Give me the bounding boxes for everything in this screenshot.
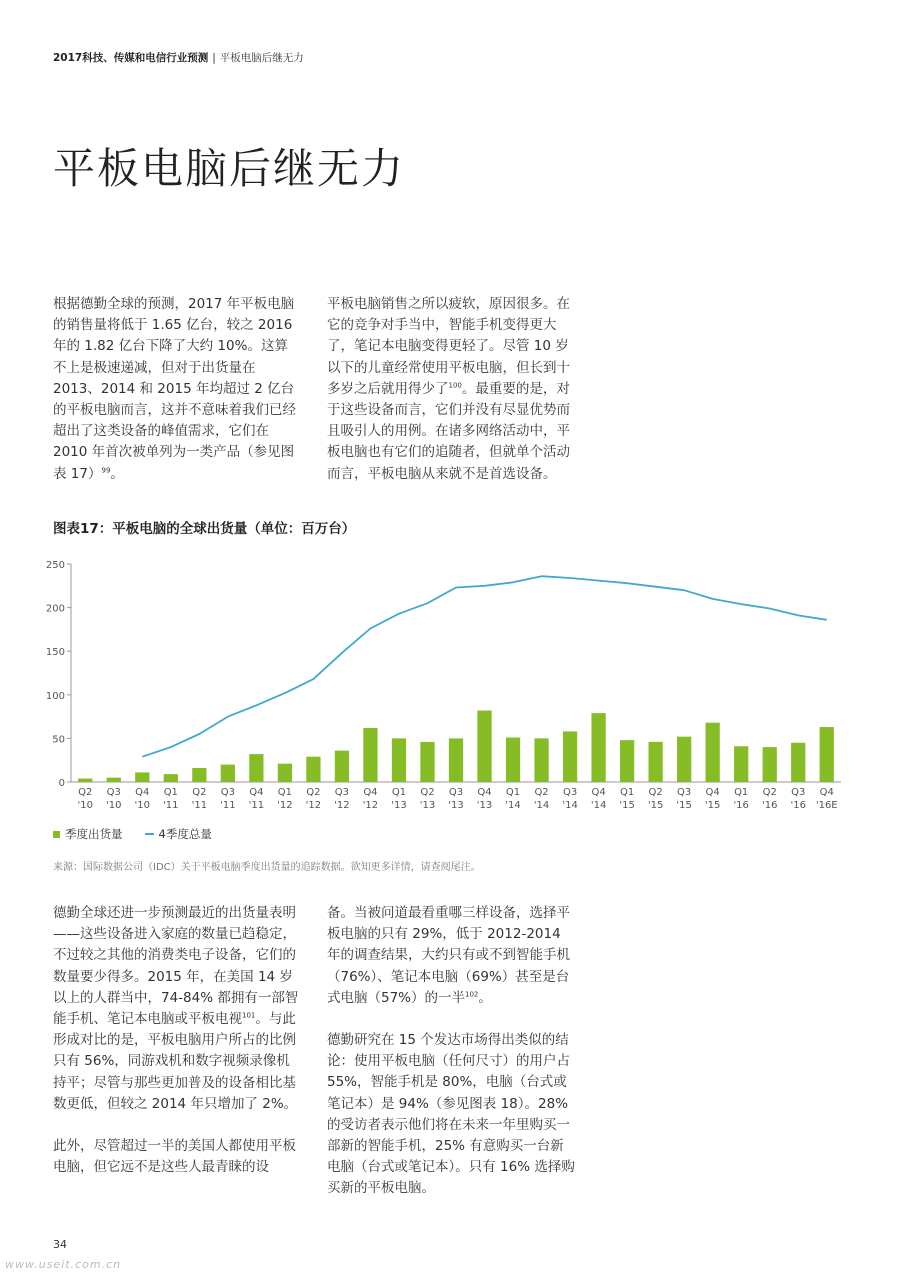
bar-5 <box>221 765 235 782</box>
bar-18 <box>591 713 605 782</box>
bar-2 <box>135 772 149 782</box>
x-tick-label-year: '16E <box>815 800 838 811</box>
x-tick-label-quarter: Q1 <box>391 787 407 798</box>
body-paragraph-2: 此外，尽管超过一半的美国人都使用平板电脑，但它远不是这些人最青睐的设 <box>53 1138 296 1176</box>
x-tick-label-year: '13 <box>476 800 493 811</box>
bar-21 <box>677 737 691 782</box>
header-separator: | <box>212 52 216 64</box>
x-tick-label-quarter: Q4 <box>135 787 150 798</box>
body-column-left <box>53 903 301 1178</box>
x-tick-label-quarter: Q3 <box>448 787 464 798</box>
bar-9 <box>335 751 349 782</box>
x-tick-label-quarter: Q3 <box>220 787 235 798</box>
x-tick-label-quarter: Q1 <box>505 787 521 798</box>
bar-16 <box>534 738 548 782</box>
chart-title: 图表17：平板电脑的全球出货量（单位：百万台） <box>53 521 356 537</box>
page-number: 34 <box>53 1238 67 1251</box>
x-tick-label-quarter: Q3 <box>334 787 350 798</box>
x-tick-label-quarter: Q1 <box>163 787 178 798</box>
x-tick-label-year: '14 <box>505 800 521 811</box>
x-tick-label-year: '14 <box>533 800 550 811</box>
body-paragraph-4: 德勤研究在 15 个发达市场得出类似的结论：使用平板电脑（任何尺寸）的用户占 55%，智能手机是 80%，电脑（台式或笔记本）是 94%（参见图表 18）。28% 的受访者表示他们将在未来一年里购买一部新的智能手机，25% 有意购买一台新电脑（台式或笔记本）。只有 16% 选择购买新的平板电脑。 <box>327 1032 575 1197</box>
x-tick-label-year: '13 <box>419 800 436 811</box>
x-tick-label-year: '11 <box>163 800 179 811</box>
running-header <box>53 50 304 65</box>
bar-17 <box>563 731 577 782</box>
bar-0 <box>78 779 92 782</box>
x-tick-label-quarter: Q2 <box>420 787 435 798</box>
x-tick-label-year: '16 <box>733 800 749 811</box>
x-tick-label-year: '16 <box>790 800 806 811</box>
bar-23 <box>734 746 748 782</box>
x-tick-label-year: '15 <box>619 800 635 811</box>
y-tick-label: 100 <box>45 690 65 702</box>
y-tick-label: 150 <box>45 647 65 659</box>
x-tick-label-year: '11 <box>220 800 236 811</box>
x-tick-label-year: '13 <box>391 800 407 811</box>
body-paragraph-1 <box>53 903 301 1115</box>
x-tick-label-year: '10 <box>106 800 122 811</box>
bar-3 <box>164 774 178 782</box>
bar-26 <box>820 727 834 782</box>
bar-24 <box>763 747 777 782</box>
body-paragraph-3-text: 备。当被问道最看重哪三样设备，选择平板电脑的只有 29%，低于 2012-2014 年的调查结果，大约只有或不到智能手机（76%）、笔记本电脑（69%）甚至是台式电脑（57%）的一半 <box>327 905 570 1006</box>
chart-source-note: 来源：国际数据公司（IDC）关于平板电脑季度出货量的追踪数据。欲知更多详情，请查阅尾注。 <box>53 862 481 873</box>
intro-paragraph-2 <box>327 294 577 485</box>
bar-11 <box>392 738 406 782</box>
x-tick-label-year: '13 <box>448 800 464 811</box>
tablet-shipments-chart <box>40 556 855 818</box>
endnote-ref-100: 100 <box>448 381 462 390</box>
body-paragraph-3-end: 。 <box>478 989 492 1006</box>
x-tick-label-quarter: Q3 <box>562 787 578 798</box>
bar-14 <box>477 710 491 782</box>
y-tick-label: 0 <box>58 778 65 789</box>
x-tick-label-year: '10 <box>77 800 94 811</box>
x-tick-label-quarter: Q2 <box>192 787 207 798</box>
x-tick-label-quarter: Q2 <box>534 787 549 798</box>
x-tick-label-quarter: Q4 <box>819 787 834 798</box>
watermark: www.useit.com.cn <box>5 1258 122 1271</box>
legend-line-label: 4季度总量 <box>158 827 212 841</box>
endnote-ref-99: 99 <box>101 466 111 475</box>
legend-item-four-quarter-total <box>145 826 212 842</box>
x-tick-label-year: '12 <box>277 800 293 811</box>
x-tick-label-year: '14 <box>562 800 578 811</box>
x-tick-label-quarter: Q4 <box>363 787 378 798</box>
bar-7 <box>278 764 292 782</box>
x-tick-label-year: '15 <box>676 800 692 811</box>
x-tick-label-quarter: Q1 <box>619 787 635 798</box>
x-tick-label-quarter: Q2 <box>78 787 93 798</box>
x-tick-label-quarter: Q3 <box>791 787 806 798</box>
x-tick-label-year: '12 <box>305 800 322 811</box>
intro-paragraph-1-end: 。 <box>110 465 124 482</box>
body-paragraph-1-text: 德勤全球还进一步预测最近的出货量表明——这些设备进入家庭的数量已趋稳定，不过较之其他的消费类电子设备，它们的数量要少得多。2015 年，在美国 14 岁以上的人群当中，74-84% 都拥有一部智能手机、笔记本电脑或平板电视 <box>53 905 299 1028</box>
body-paragraph-3 <box>327 903 577 1009</box>
y-tick-label: 250 <box>45 560 65 571</box>
x-tick-label-year: '12 <box>362 800 379 811</box>
x-tick-label-quarter: Q3 <box>677 787 692 798</box>
header-report-title: 2017科技、传媒和电信行业预测 <box>53 52 209 64</box>
body-column-right <box>327 903 577 1200</box>
legend-bar-label: 季度出货量 <box>65 827 123 841</box>
bar-4 <box>192 768 206 782</box>
y-tick-label: 50 <box>52 734 65 746</box>
x-tick-label-quarter: Q4 <box>249 787 264 798</box>
x-tick-label-year: '16 <box>761 800 778 811</box>
intro-paragraph-1-text: 根据德勤全球的预测，2017 年平板电脑的销售量将低于 1.65 亿台，较之 2016 年的 1.82 亿台下降了大约 10%。这算不上是极速递减，但对于出货量在 2013、2014 和 2015 年均超过 2 亿台的平板电脑而言，这并不意味着我们已经超出了这类设备的峰值需求，它们在 2010 年首次被单列为一类产品（参见图表 17） <box>53 296 296 482</box>
x-tick-label-quarter: Q2 <box>648 787 663 798</box>
x-tick-label-quarter: Q1 <box>734 787 749 798</box>
x-tick-label-quarter: Q4 <box>705 787 720 798</box>
x-tick-label-year: '14 <box>590 800 607 811</box>
y-tick-label: 200 <box>45 603 65 615</box>
x-tick-label-year: '11 <box>248 800 265 811</box>
x-tick-label-quarter: Q2 <box>306 787 321 798</box>
x-tick-label-quarter: Q2 <box>762 787 777 798</box>
legend-bar-swatch <box>53 831 60 838</box>
intro-paragraph-1 <box>53 294 301 485</box>
x-tick-label-year: '15 <box>647 800 664 811</box>
bar-13 <box>449 738 463 782</box>
body-paragraph-1-rest: 。与此形成对比的是，平板电脑用户所占的比例只有 56%，同游戏机和数字视频录像机持平；尽管与那些更加普及的设备相比基数更低，但较之 2014 年只增加了 2%。 <box>53 1011 298 1112</box>
endnote-ref-101: 101 <box>242 1011 256 1020</box>
x-tick-label-year: '10 <box>134 800 151 811</box>
bar-6 <box>249 754 263 782</box>
bar-20 <box>649 742 663 782</box>
x-tick-label-year: '11 <box>191 800 208 811</box>
x-tick-label-quarter: Q3 <box>106 787 121 798</box>
x-tick-label-year: '12 <box>334 800 350 811</box>
bar-8 <box>306 757 320 782</box>
legend-line-swatch <box>145 833 154 835</box>
page-title: 平板电脑后继无力 <box>53 144 406 193</box>
legend-item-quarterly <box>53 826 123 842</box>
chart-legend <box>53 826 212 842</box>
x-tick-label-year: '15 <box>704 800 721 811</box>
bar-19 <box>620 740 634 782</box>
bar-10 <box>363 728 377 782</box>
bar-25 <box>791 743 805 782</box>
intro-paragraph-2-rest: 。最重要的是，对于这些设备而言，它们并没有尽显优势而且吸引人的用例。在诸多网络活动中，平板电脑也有它们的追随者，但就单个活动而言，平板电脑从来就不是首选设备。 <box>327 380 570 482</box>
header-section-title: 平板电脑后继无力 <box>219 52 304 64</box>
x-tick-label-quarter: Q4 <box>477 787 492 798</box>
bar-22 <box>706 723 720 782</box>
endnote-ref-102: 102 <box>465 990 479 999</box>
bar-15 <box>506 738 520 782</box>
x-tick-label-quarter: Q1 <box>277 787 293 798</box>
intro-paragraph-2-text: 平板电脑销售之所以疲软，原因很多。在它的竞争对手当中，智能手机变得更大了，笔记本电脑变得更轻了。尽管 10 岁以下的儿童经常使用平板电脑，但长到十多岁之后就用得少了 <box>327 296 570 397</box>
bar-1 <box>107 778 121 782</box>
bar-12 <box>420 742 434 782</box>
x-tick-label-quarter: Q4 <box>591 787 606 798</box>
